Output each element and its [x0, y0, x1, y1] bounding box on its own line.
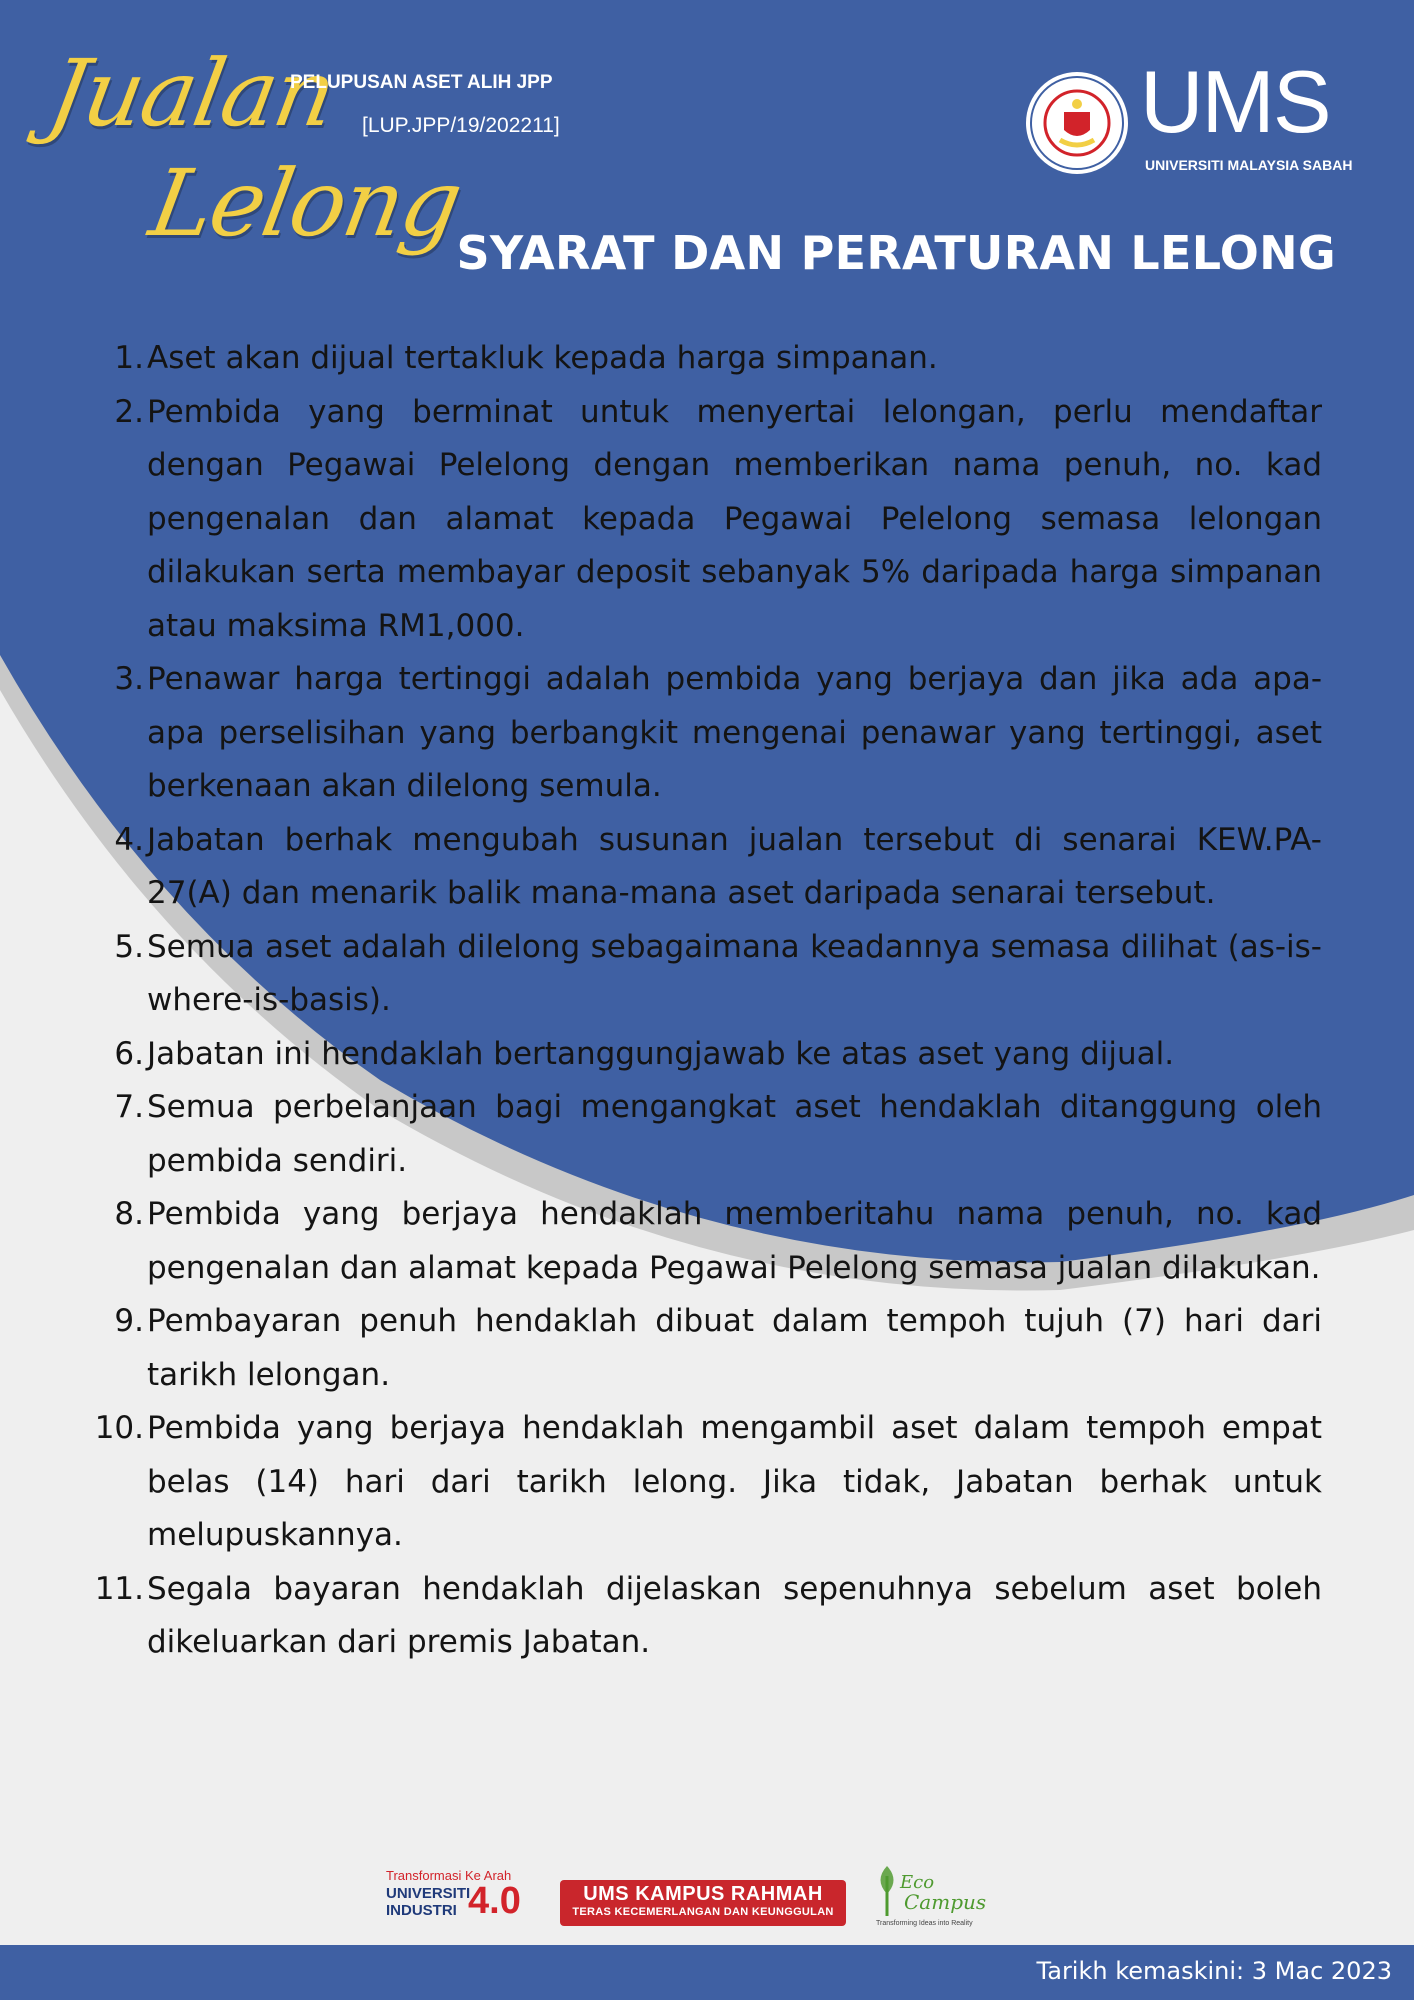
rule-text: Pembayaran penuh hendaklah dibuat dalam tempoh tujuh (7) hari dari tarikh lelongan.: [147, 1303, 1322, 1393]
rule-item-8: [90, 1188, 1322, 1295]
rule-text: Segala bayaran hendaklah dijelaskan sepenuhnya sebelum aset boleh dikeluarkan dari premis Jabatan.: [147, 1570, 1322, 1660]
wordmark-line-2: Lelong: [142, 150, 469, 257]
kampus-rahmah-logo: UMS KAMPUS RAHMAH TERAS KECEMERLANGAN DAN KEUNGGULAN: [560, 1880, 846, 1926]
page-title: SYARAT DAN PERATURAN LELONG: [456, 226, 1336, 280]
rule-number: 5.: [114, 928, 144, 965]
wordmark-line-1: Jualan: [40, 40, 343, 147]
rule-text: Semua perbelanjaan bagi mengangkat aset hendaklah ditanggung oleh pembida sendiri.: [147, 1089, 1322, 1179]
rule-text: Aset akan dijual tertakluk kepada harga simpanan.: [147, 340, 938, 376]
rule-number: 9.: [114, 1303, 144, 1339]
rule-item-2: [90, 386, 1322, 654]
rule-item-10: [90, 1402, 1322, 1563]
ums-logo-text: UMS: [1140, 52, 1330, 151]
rule-number: 2.: [114, 393, 144, 430]
rule-number: 6.: [114, 1035, 144, 1072]
rule-text: Penawar harga tertinggi adalah pembida yang berjaya dan jika ada apa-apa perselisihan yang berbangkit mengenai penawar yang tertinggi, aset berkenaan akan dilelong semula.: [147, 661, 1322, 804]
rule-item-11: [90, 1563, 1322, 1670]
last-updated-date: Tarikh kemaskini: 3 Mac 2023: [1036, 1957, 1392, 1985]
leaf-icon: [870, 1862, 904, 1918]
universiti-industri-logo: Transformasi Ke Arah UNIVERSITI INDUSTRI 4.0: [386, 1868, 521, 1922]
rule-number: 8.: [114, 1196, 144, 1232]
reference-code: [LUP.JPP/19/202211]: [362, 114, 560, 137]
rule-number: 7.: [114, 1089, 144, 1125]
rule-text: Semua aset adalah dilelong sebagaimana keadannya semasa dilihat (as-is-where-is-basis).: [147, 928, 1322, 1018]
rule-item-4: [90, 814, 1322, 921]
footer-logos: [384, 1858, 987, 1938]
rule-item-9: [90, 1295, 1322, 1402]
rule-text: Pembida yang berminat untuk menyertai lelongan, perlu mendaftar dengan Pegawai Pelelong dengan memberikan nama penuh, no. kad pengenalan dan alamat kepada Pegawai Pelelong semasa lelongan dilakukan serta membayar deposit sebanyak 5% daripada harga simpanan atau maksima RM1,000.: [147, 393, 1322, 644]
ums-full-name: UNIVERSITI MALAYSIA SABAH: [1145, 157, 1353, 173]
rule-item-5: [90, 921, 1322, 1028]
rule-text: Pembida yang berjaya hendaklah memberitahu nama penuh, no. kad pengenalan dan alamat kepada Pegawai Pelelong semasa jualan dilakukan.: [147, 1196, 1322, 1286]
rule-text: Pembida yang berjaya hendaklah mengambil aset dalam tempoh empat belas (14) hari dari tarikh lelong. Jika tidak, Jabatan berhak untuk melupuskannya.: [147, 1410, 1322, 1553]
rule-number: 1.: [114, 340, 144, 376]
rule-number: 10.: [94, 1410, 144, 1446]
university-seal-icon: [1024, 70, 1130, 176]
rule-item-6: [90, 1028, 1322, 1082]
rules-list: [90, 332, 1322, 1670]
rule-text: Jabatan ini hendaklah bertanggungjawab ke atas aset yang dijual.: [147, 1035, 1175, 1072]
rule-item-1: [90, 332, 1322, 386]
rule-number: 4.: [114, 821, 144, 858]
rule-item-3: [90, 653, 1322, 814]
rule-text: Jabatan berhak mengubah susunan jualan tersebut di senarai KEW.PA-27(A) dan menarik balik mana-mana aset daripada senarai tersebut.: [147, 821, 1322, 911]
rule-number: 11.: [94, 1570, 144, 1607]
eco-campus-logo: Eco Campus Transforming Ideas into Reality: [870, 1858, 980, 1938]
rule-item-7: [90, 1081, 1322, 1188]
rule-number: 3.: [114, 661, 144, 697]
subtitle: PELUPUSAN ASET ALIH JPP: [290, 72, 553, 93]
